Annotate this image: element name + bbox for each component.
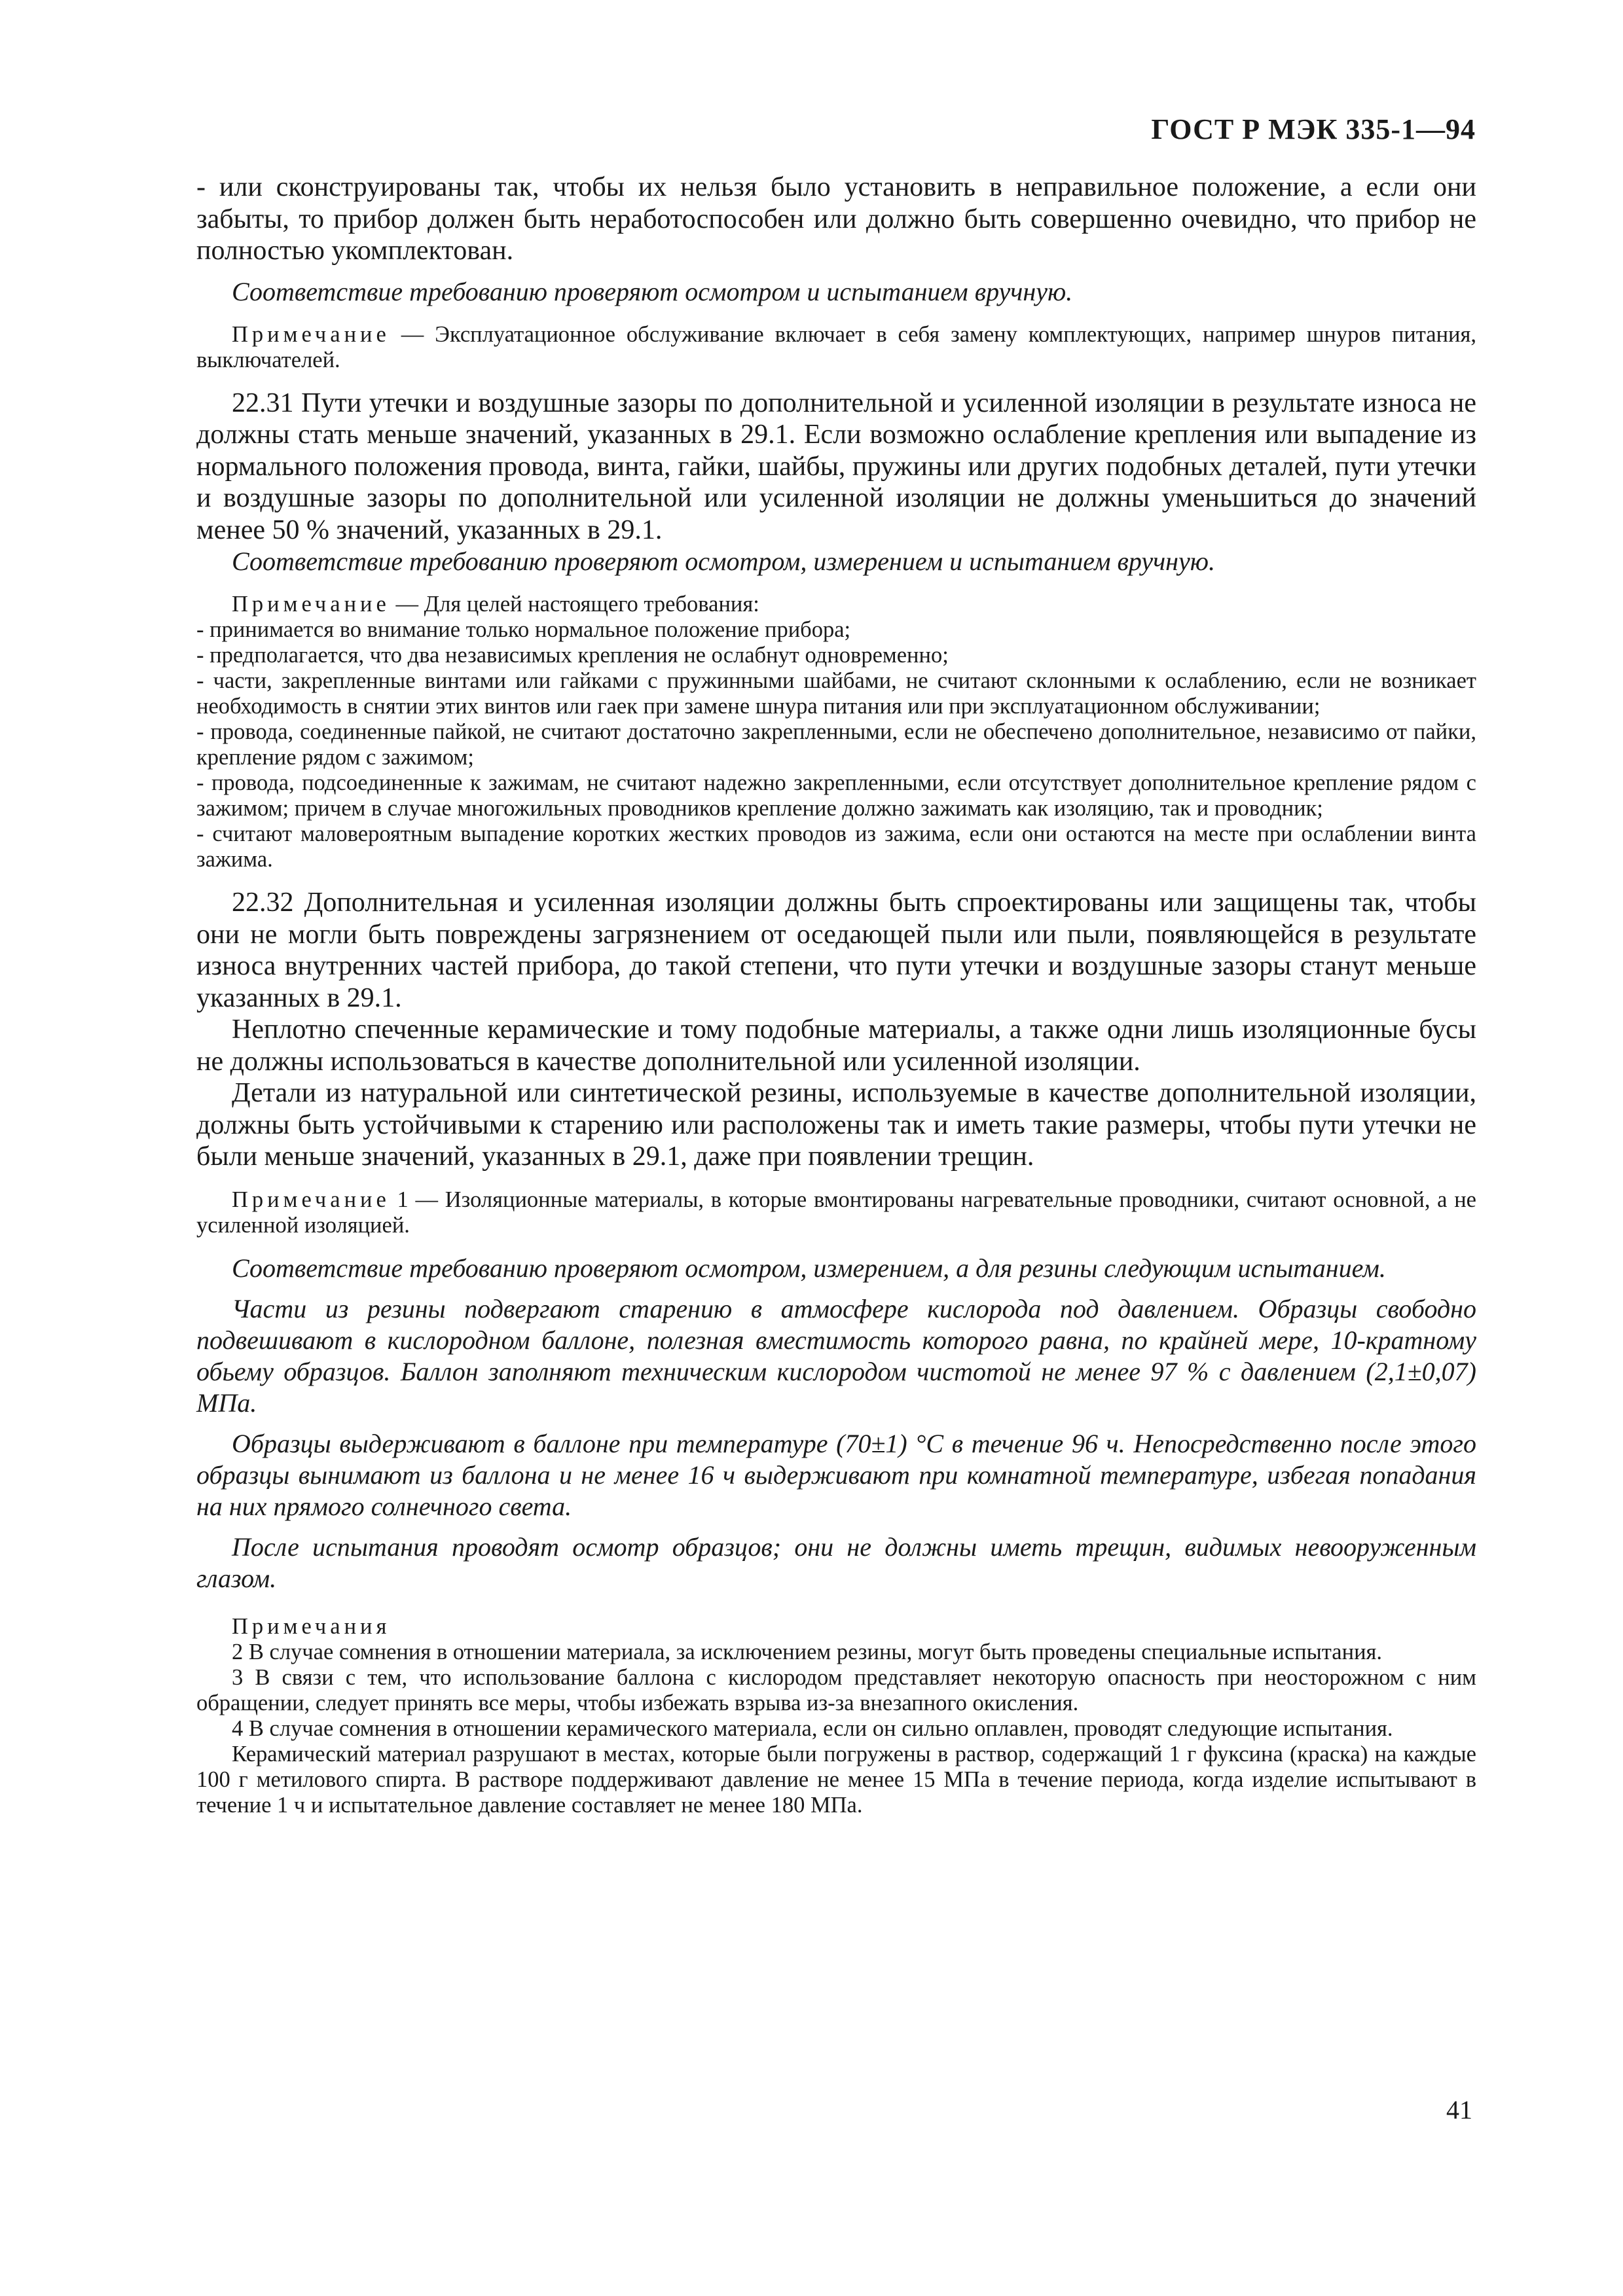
test-procedure-text: Части из резины подвергают старению в атмосфере кислорода под давлением. Образцы свободно подвешивают в кислородном баллоне, полезная вместимость которого равна, по крайней мере, 10-кратному обьему образцов. Баллон заполняют техническим кислородом чистотой не менее 97 % с давлением (2,1±0,07) МПа. <box>196 1293 1476 1418</box>
note-paragraph: Керамический материал разрушают в местах, которые были погружены в раствор, содержащий 1 г фуксина (краска) на каждые 100 г метилового спирта. В растворе поддерживают давление не менее 15 МПа в течение периода, когда изделие испытывают в течение 1 ч и испытательное давление составляет не менее 180 МПа. <box>196 1741 1476 1818</box>
note-paragraph <box>196 322 1476 373</box>
note-numbered: 3 В связи с тем, что использование баллона с кислородом представляет некоторую опасность при неосторожном с ним обращении, следует принять все меры, чтобы избежать взрыва из-за внезапного окисления. <box>196 1664 1476 1715</box>
note-list-item: - считают маловероятным выпадение коротких жестких проводов из зажима, если они остаются на месте при ослаблении винта зажима. <box>196 821 1476 872</box>
paragraph: - или сконструированы так, чтобы их нельзя было установить в неправильное положение, а если они забыты, то прибор должен быть неработоспособен или должно быть совершенно очевидно, что прибор не полностью укомплектован. <box>196 172 1476 266</box>
clause-22-31: 22.31 Пути утечки и воздушные зазоры по дополнительной и усиленной изоляции в результате износа не должны стать меньше значений, указанных в 29.1. Если возможно ослабление крепления или выпадение из нормального положения провода, винта, гайки, шайбы, пружины или других подобных деталей, пути утечки и воздушные зазоры по дополнительной или усиленной изоляции не должны уменьшиться до значений менее 50 % значений, указанных в 29.1. <box>196 387 1476 545</box>
note-text: — Для целей настоящего требования: <box>390 592 759 617</box>
note-list-item: - части, закрепленные винтами или гайками с пружинными шайбами, не считают склонными к ослаблению, если не возникает необходимость в снятии этих винтов или гаек при замене шнура питания или при эксплуатационном обслуживании; <box>196 668 1476 719</box>
note-label: Примечание <box>232 321 390 347</box>
compliance-check-text: Соответствие требованию проверяют осмотром, измерением, а для резины следующим испытанием. <box>232 1253 1386 1283</box>
notes-heading <box>196 1614 1476 1640</box>
note-label: Примечание <box>232 592 390 617</box>
test-procedure-text: После испытания проводят осмотр образцов; они не должны иметь трещин, видимых невооруженным глазом. <box>196 1532 1476 1593</box>
note-numbered: 2 В случае сомнения в отношении материала, за исключением резины, могут быть проведены специальные испытания. <box>232 1639 1383 1664</box>
note-paragraph <box>196 592 1476 617</box>
note-list-item: - предполагается, что два независимых крепления не ослабнут одновременно; <box>196 643 949 668</box>
page-body <box>196 171 1476 1818</box>
clause-22-32: 22.32 Дополнительная и усиленная изоляции должны быть спроектированы или защищены так, чтобы они не могли быть повреждены загрязнением от оседающей пыли или пыли, появляющейся в результате износа внутренних частей прибора, до такой степени, что пути утечки и воздушные зазоры станут меньше указанных в 29.1. <box>196 888 1476 1013</box>
paragraph: Неплотно спеченные керамические и тому подобные материалы, а также одни лишь изоляционные бусы не должны использоваться в качестве дополнительной или усиленной изоляции. <box>196 1014 1476 1077</box>
note-list-item: - провода, соединенные пайкой, не считают достаточно закрепленными, если не обеспечено дополнительное, независимо от пайки, крепление рядом с зажимом; <box>196 719 1476 770</box>
paragraph: Детали из натуральной или синтетической резины, используемые в качестве дополнительной изоляции, должны быть устойчивыми к старению или расположены так и иметь такие размеры, чтобы пути утечки не были меньше значений, указанных в 29.1, даже при появлении трещин. <box>196 1078 1476 1172</box>
page-number: 41 <box>1446 2095 1472 2125</box>
test-procedure-text: Образцы выдерживают в баллоне при температуре (70±1) °С в течение 96 ч. Непосредственно после этого образцы вынимают из баллона и не менее 16 ч выдерживают при комнатной температуре, избегая попадания на них прямого солнечного света. <box>196 1428 1476 1521</box>
note-text: — Эксплуатационное обслуживание включает в себя замену комплектующих, например шнуров питания, выключателей. <box>196 321 1476 372</box>
note-list-item: - принимается во внимание только нормальное положение прибора; <box>196 617 851 642</box>
notes-label: Примечания <box>232 1613 391 1639</box>
document-code-header: ГОСТ Р МЭК 335-1—94 <box>1151 113 1476 145</box>
note-list-item: - провода, подсоединенные к зажимам, не считают надежно закрепленными, если отсутствует дополнительное крепление рядом с зажимом; причем в случае многожильных проводников крепление должно зажимать как изоляцию, так и проводник; <box>196 770 1476 821</box>
compliance-check-text: Соответствие требованию проверяют осмотром, измерением и испытанием вручную. <box>232 547 1215 576</box>
note-paragraph <box>196 1187 1476 1238</box>
note-text: 1 — Изоляционные материалы, в которые вмонтированы нагревательные проводники, считают основной, а не усиленной изоляцией. <box>196 1187 1476 1238</box>
note-label: Примечание <box>232 1187 390 1212</box>
note-numbered: 4 В случае сомнения в отношении керамического материала, если он сильно оплавлен, проводят следующие испытания. <box>232 1715 1393 1741</box>
compliance-check-text: Соответствие требованию проверяют осмотром и испытанием вручную. <box>232 276 1073 306</box>
